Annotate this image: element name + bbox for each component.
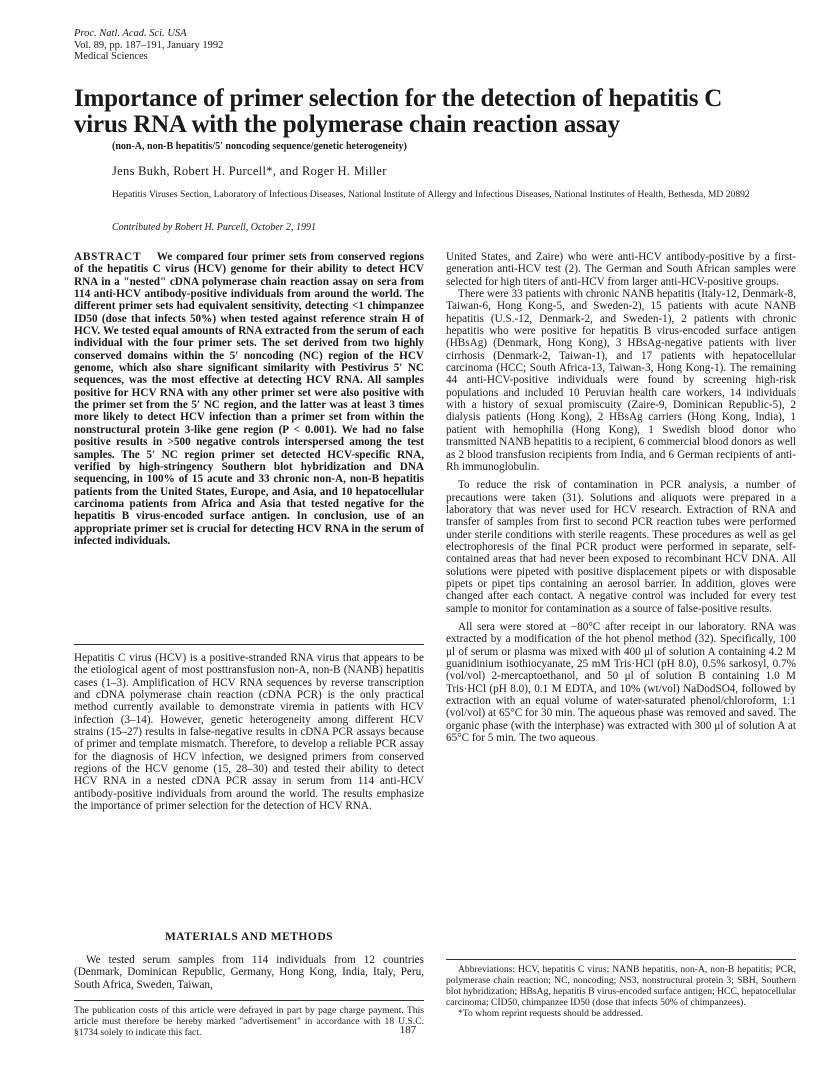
journal-name: Proc. Natl. Acad. Sci. USA: [74, 28, 187, 39]
abstract-divider: [74, 644, 424, 645]
abbreviations-text: Abbreviations: HCV, hepatitis C virus; NANB hepatitis, non-A, non-B hepatitis; PCR, polymerase chain reaction; NC, noncoding; NS3, nonstructural protein 3; SBH, Southern blot hybridization; HBsAg, hepatitis B virus-encoded surface antigen; HCC, hepatocellular carcinoma; CID50, chimpanzee ID50 (dose that infects 50% of chimpanzees).: [446, 964, 796, 1008]
methods-paragraph: We tested serum samples from 114 individuals from 12 countries (Denmark, Dominican Republic, Germany, Hong Kong, India, Italy, Peru, South Africa, Sweden, Taiwan,: [74, 954, 424, 991]
abstract: [74, 251, 424, 547]
affiliation: Hepatitis Viruses Section, Laboratory of Infectious Diseases, National Institute of Allergy and Infectious Diseases, National Institutes of Health, Bethesda, MD 20892: [112, 189, 750, 200]
article-title: Importance of primer selection for the detection of hepatitis C virus RNA with the polymerase chain reaction assay: [74, 85, 723, 138]
page-number: 187: [399, 1024, 417, 1036]
right-paragraph-1: United States, and Zaire) who were anti-HCV antibody-positive by a first-generation anti-HCV test (2). The German and South African samples were selected for high titers of anti-HCV from larger anti-HCV-positive groups.: [446, 251, 796, 288]
authors: Jens Bukh, Robert H. Purcell*, and Roger H. Miller: [112, 164, 387, 178]
right-column: [446, 251, 796, 744]
journal-volume: Vol. 89, pp. 187–191, January 1992: [74, 39, 224, 51]
reprint-note: *To whom reprint requests should be addressed.: [458, 1008, 644, 1019]
right-paragraph-3: To reduce the risk of contamination in PCR analysis, a number of precautions were taken (31). Solutions and aliquots were prepared in a laboratory that was never used for HCV research. Extraction of RNA and transfer of samples from first to second PCR reaction tubes were performed under sterile conditions with sterile reagents. These procedures as well as gel electrophoresis of the final PCR product were performed in separate, self-contained areas that had never been exposed to recombinant HCV DNA. All solutions were pipeted with positive displacement pipets or with disposable pipets or pipet tips containing an aerosol barrier. In addition, gloves were changed after each contact. A negative control was included for every test sample to monitor for contamination as a source of false-positive results.: [446, 479, 796, 615]
journal-header: [74, 28, 223, 63]
publication-cost-text: The publication costs of this article were defrayed in part by page charge payment. This article must therefore be hereby marked "advertisement" in accordance with 18 U.S.C. §1734 solely to indicate this fact.: [74, 1005, 424, 1038]
right-paragraph-2: There were 33 patients with chronic NANB hepatitis (Italy-12, Denmark-8, Taiwan-6, Hong Kong-5, and Sweden-2), 15 patients with acute NANB hepatitis (U.S.-12, Denmark-2, and Sweden-1), 2 patients with chronic hepatitis who were positive for hepatitis B virus-encoded surface antigen (HBsAg) (Denmark, Hong Kong), 3 HBsAg-negative patients with liver cirrhosis (Denmark-2, Taiwan-1), and 17 patients with hepatocellular carcinoma (HCC; South Africa-13, Taiwan-3, Hong Kong-1). The remaining 44 anti-HCV-positive individuals were found by screening high-risk populations and included 10 Peruvian health care workers, 14 individuals with a history of sexual promiscuity (Zaire-9, Dominican Republic-5), 2 dialysis patients (Hong Kong), 2 HBsAg carriers (Hong Kong, India), 1 patient with hemophilia (Hong Kong), 1 Swedish blood donor who transmitted NANB hepatitis to a recipient, 6 commercial blood donors as well as 2 blood transfusion recipients from India, and 6 German recipients of anti-Rh immunoglobulin.: [446, 288, 796, 473]
abstract-text: We compared four primer sets from conserved regions of the hepatitis C virus (HCV) genome for their ability to detect HCV RNA in a "nested" cDNA polymerase chain reaction assay on sera from 114 anti-HCV antibody-positive individuals from around the world. The different primer sets had equivalent sensitivity, detecting <1 chimpanzee ID50 (dose that infects 50%) when tested against reference strain H of HCV. We tested equal amounts of RNA extracted from the serum of each individual with the four primer sets. The set derived from two highly conserved domains within the 5′ noncoding (NC) region of the HCV genome, which also share significant similarity with Pestivirus 5′ NC sequences, was the most effective at detecting HCV RNA. All samples positive for HCV RNA with any other primer set were also positive with the primer set from the 5′ NC region, and the latter was at least 3 times more likely to detect HCV infection than a primer set from within the nonstructural protein 3-like gene region (P < 0.001). We had no false positive results in >500 negative controls interspersed among the test samples. The 5′ NC region primer set detected HCV-specific RNA, verified by high-stringency Southern blot hybridization and DNA sequencing, in 100% of 15 acute and 33 chronic non-A, non-B hepatitis patients from the United States, Europe, and Asia, and 10 hepatocellular carcinoma patients from Africa and Asia that tested negative for the hepatitis B virus-encoded surface antigen. In conclusion, use of an appropriate primer set is crucial for detecting HCV RNA in the serum of infected individuals.: [74, 251, 424, 547]
right-paragraph-4: All sera were stored at −80°C after receipt in our laboratory. RNA was extracted by a modification of the hot phenol method (32). Specifically, 100 μl of serum or plasma was mixed with 400 μl of solution A containing 4.2 M guanidinium isothiocyanate, 25 mM Tris·HCl (pH 8.0), 0.5% sarkosyl, 0.7% (vol/vol) 2-mercaptoethanol, and 50 μl of solution B containing 1.0 M Tris·HCl (pH 8.0), 0.1 M EDTA, and 10% (wt/vol) NaDodSO4, followed by extraction with an equal volume of water-saturated phenol/chloroform, 1:1 (vol/vol) at 65°C for 30 min. The aqueous phase was removed and saved. The organic phase (with the interphase) was extracted with 300 μl of solution A at 65°C for 5 min. The two aqueous: [446, 620, 796, 745]
intro-paragraph: Hepatitis C virus (HCV) is a positive-stranded RNA virus that appears to be the etiological agent of most posttransfusion non-A, non-B (NANB) hepatitis cases (1–3). Amplification of HCV RNA sequences by reverse transcription and cDNA polymerase chain reaction (cDNA PCR) is the only practical method currently available to demonstrate viremia in patients with HCV infection (3–14). However, genetic heterogeneity among different HCV strains (15–27) results in false-negative results in cDNA PCR assays because of primer and template mismatch. Therefore, to develop a reliable PCR assay for the diagnosis of HCV infection, we designed primers from conserved regions of the HCV genome (15, 28–30) and tested their ability to detect HCV RNA in a nested cDNA PCR assay in serum from 114 anti-HCV antibody-positive individuals from around the world. The results emphasize the importance of primer selection for the detection of HCV RNA.: [74, 652, 424, 813]
introduction: [74, 652, 424, 812]
contributed-by: Contributed by Robert H. Purcell, October 2, 1991: [112, 222, 317, 233]
journal-section: Medical Sciences: [74, 51, 148, 62]
keywords: (non-A, non-B hepatitis/5′ noncoding sequence/genetic heterogeneity): [112, 141, 407, 152]
abbreviations-divider: [446, 959, 796, 960]
abstract-label: ABSTRACT: [74, 251, 142, 263]
section-heading: MATERIALS AND METHODS: [164, 931, 334, 943]
abbreviations: [446, 964, 796, 1019]
methods-start: [74, 954, 424, 991]
footnote-divider: [74, 1000, 424, 1001]
